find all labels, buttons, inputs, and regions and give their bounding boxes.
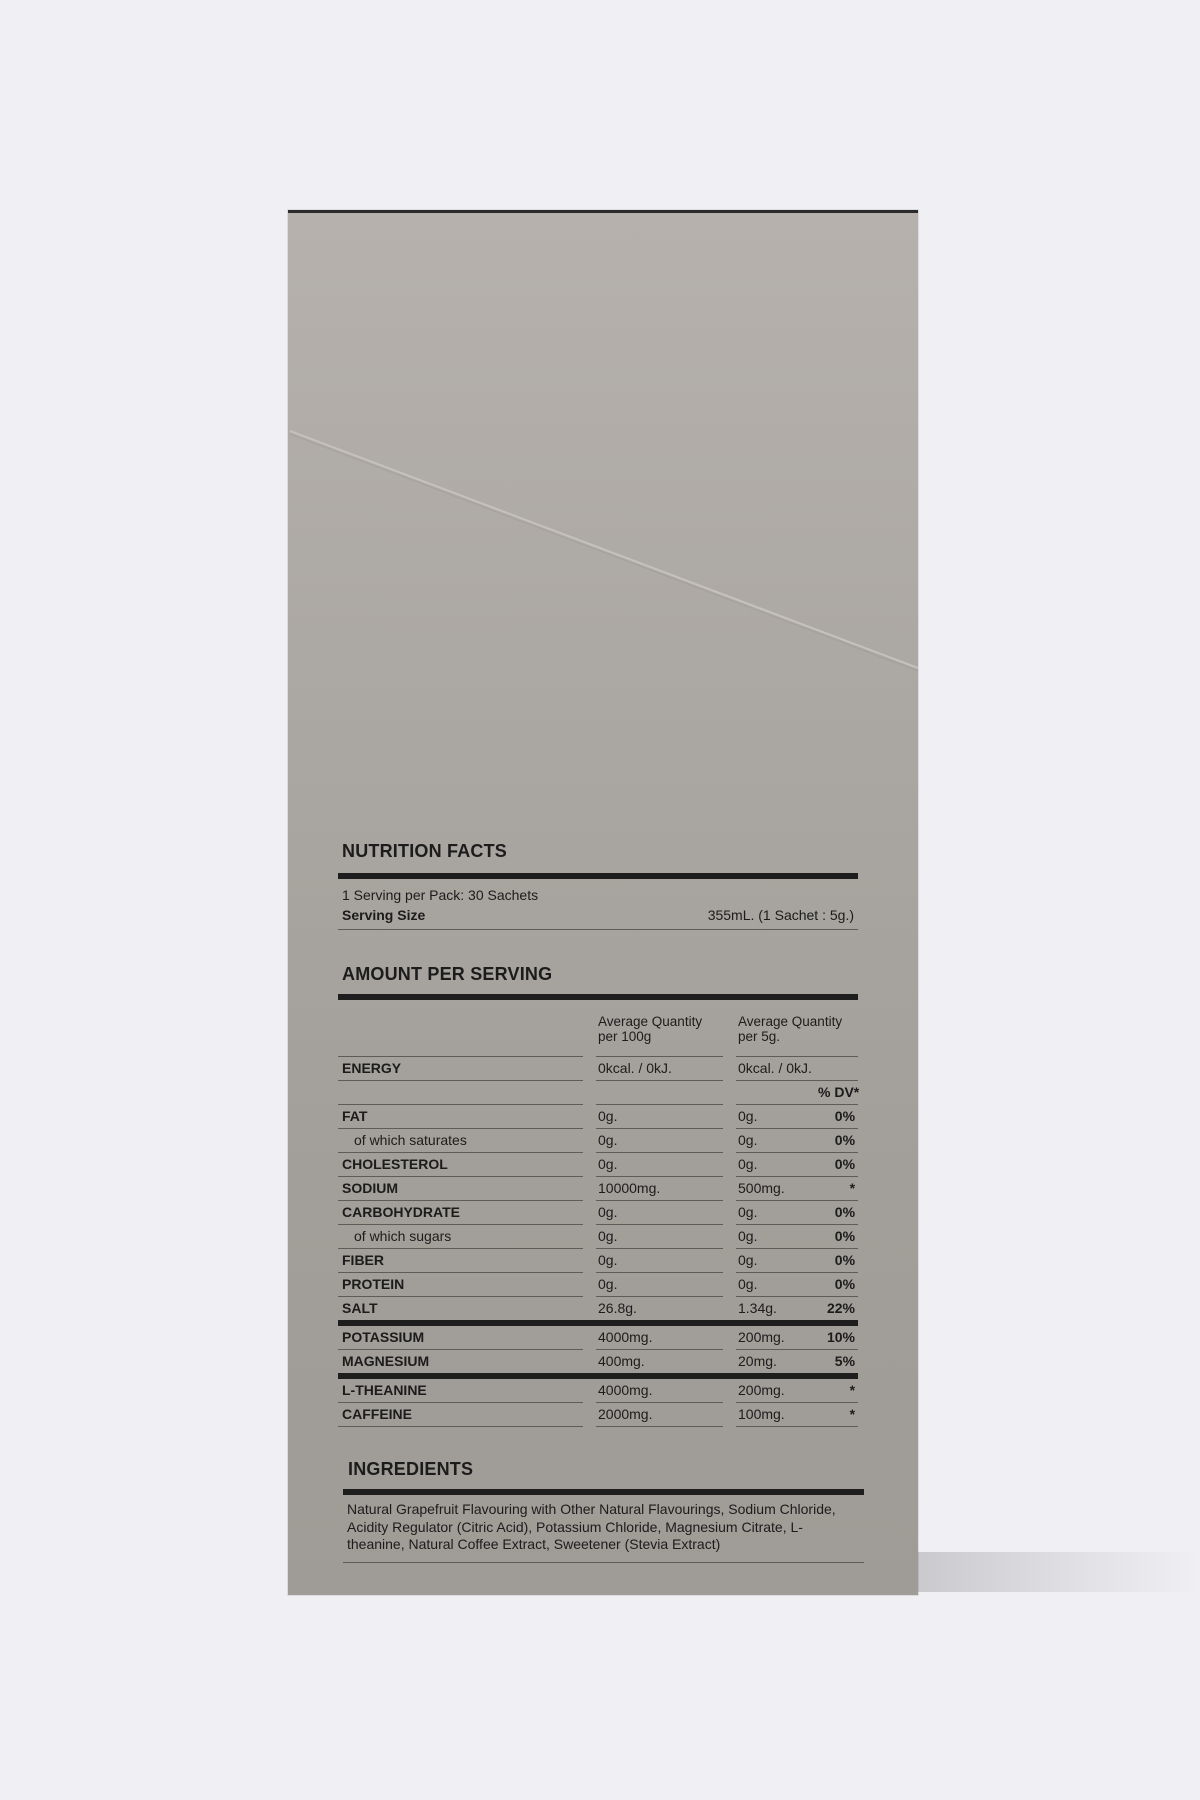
- table-row: of which sugars 0g. 0g. 0%: [338, 1225, 858, 1249]
- table-row: CHOLESTEROL 0g. 0g. 0%: [338, 1153, 858, 1177]
- product-box: [288, 210, 918, 1595]
- nutrition-facts-title: NUTRITION FACTS: [342, 841, 507, 861]
- divider-thick: [338, 994, 858, 1000]
- table-row: MAGNESIUM 400mg. 20mg. 5%: [338, 1350, 858, 1379]
- serving-size-label: Serving Size: [342, 907, 426, 923]
- table-row: of which saturates 0g. 0g. 0%: [338, 1129, 858, 1153]
- table-row-energy: ENERGY 0kcal. / 0kJ. 0kcal. / 0kJ.: [338, 1057, 858, 1081]
- serving-size-value: 355mL. (1 Sachet : 5g.): [707, 907, 854, 923]
- table-row: SALT 26.8g. 1.34g. 22%: [338, 1297, 858, 1326]
- divider-thin: [343, 1562, 864, 1563]
- table-row: L-THEANINE 4000mg. 200mg. *: [338, 1379, 858, 1403]
- table-row: FIBER 0g. 0g. 0%: [338, 1249, 858, 1273]
- ingredients-section: [338, 1457, 864, 1563]
- servings-per-pack: 1 Serving per Pack: 30 Sachets: [342, 887, 539, 903]
- box-floor-shadow: [918, 1552, 1200, 1592]
- table-header-row: [338, 1008, 858, 1057]
- table-row: POTASSIUM 4000mg. 200mg. 10%: [338, 1326, 858, 1350]
- table-row: CAFFEINE 2000mg. 100mg. *: [338, 1403, 858, 1427]
- daily-value-header: % DV*: [818, 1081, 858, 1105]
- box-crease-line: [288, 213, 918, 713]
- serving-size-row: [338, 905, 858, 925]
- ingredients-title: INGREDIENTS: [348, 1459, 474, 1479]
- table-row: SODIUM 10000mg. 500mg. *: [338, 1177, 858, 1201]
- amount-per-serving-title: AMOUNT PER SERVING: [342, 964, 553, 984]
- table-row-dv-header: [338, 1081, 858, 1105]
- nutrition-table: [338, 1008, 858, 1427]
- table-row: PROTEIN 0g. 0g. 0%: [338, 1273, 858, 1297]
- column-header-per-100g: Average Quantity per 100g: [596, 1008, 723, 1057]
- column-header-per-5g: Average Quantity per 5g.: [736, 1008, 858, 1057]
- nutrition-label: [338, 839, 858, 1563]
- table-row: FAT 0g. 0g. 0%: [338, 1105, 858, 1129]
- table-row: CARBOHYDRATE 0g. 0g. 0%: [338, 1201, 858, 1225]
- ingredients-text: Natural Grapefruit Flavouring with Other Natural Flavourings, Sodium Chloride, Acidity Regulator (Citric Acid), Potassium Chloride, Magnesium Citrate, L-theanine, Natural Coffee Extract, Sweetener (Stevia Extract): [347, 1501, 836, 1552]
